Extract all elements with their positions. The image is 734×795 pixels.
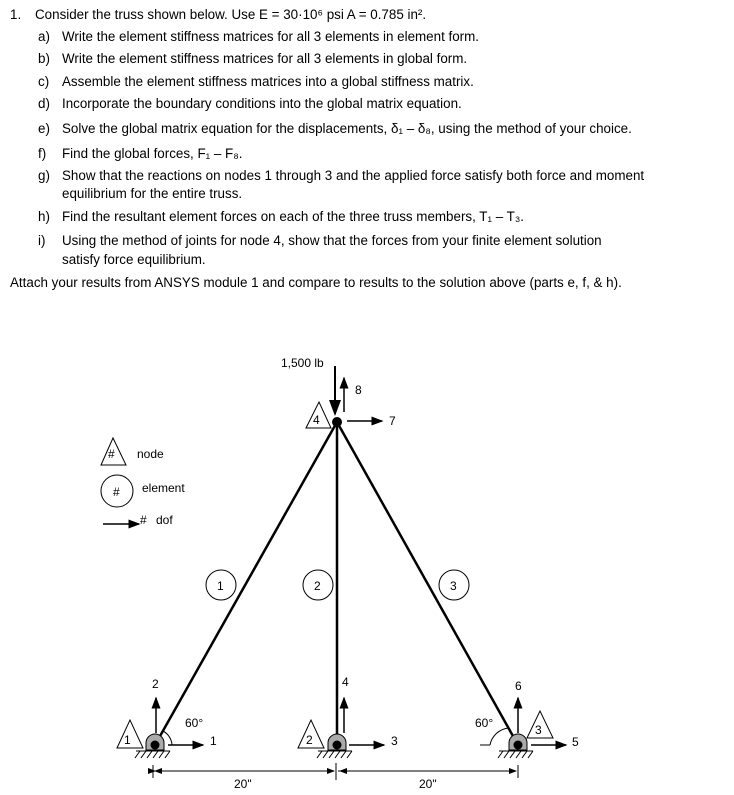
intro-text: Consider the truss shown below. Use E = 30·10⁶ psi A = 0.785 in². bbox=[35, 7, 427, 22]
node-4-label: 4 bbox=[313, 413, 320, 427]
dof-3-label: 3 bbox=[391, 734, 398, 748]
part-text: satisfy force equilibrium. bbox=[62, 252, 206, 267]
element-1-label: 1 bbox=[217, 579, 224, 593]
legend-dof-label: dof bbox=[156, 513, 173, 527]
part-label: a) bbox=[38, 29, 50, 44]
dimension-right-label: 20" bbox=[419, 777, 437, 791]
part-text: Find the resultant element forces on each of the three truss members, T₁ – T₃. bbox=[62, 209, 525, 224]
dof-4-label: 4 bbox=[342, 675, 349, 689]
part-label: h) bbox=[38, 209, 50, 224]
dof-8-label: 8 bbox=[355, 383, 362, 397]
part-text: equilibrium for the entire truss. bbox=[62, 186, 243, 201]
part-label: d) bbox=[38, 96, 50, 111]
legend-element-symbol: # bbox=[113, 485, 120, 499]
part-text: Assemble the element stiffness matrices into a global stiffness matrix. bbox=[62, 74, 474, 89]
dof-1-label: 1 bbox=[210, 734, 217, 748]
part-text: Using the method of joints for node 4, show that the forces from your finite element solution bbox=[62, 233, 602, 248]
attach-note: Attach your results from ANSYS module 1 and compare to results to the solution above (parts e, f, & h). bbox=[10, 275, 622, 290]
dimension-lines bbox=[153, 763, 518, 780]
problem-number: 1. bbox=[10, 7, 22, 22]
node-4-joint bbox=[332, 417, 342, 427]
part-text: Solve the global matrix equation for the displacements, δ₁ – δ₈, using the method of your choice. bbox=[62, 121, 632, 136]
dimension-left-label: 20" bbox=[234, 777, 252, 791]
legend-dof-symbol: # bbox=[140, 513, 147, 527]
legend-node-label: node bbox=[137, 447, 164, 461]
node-1-label: 1 bbox=[124, 733, 131, 747]
part-text: Write the element stiffness matrices for all 3 elements in global form. bbox=[62, 51, 468, 66]
part-text: Write the element stiffness matrices for all 3 elements in element form. bbox=[62, 29, 480, 44]
part-text: Find the global forces, F₁ – F₈. bbox=[62, 146, 243, 161]
dof-7-label: 7 bbox=[389, 414, 396, 428]
part-label: c) bbox=[38, 74, 50, 89]
angle-left-label: 60° bbox=[185, 716, 204, 730]
node-2-label: 2 bbox=[306, 733, 313, 747]
part-label: i) bbox=[38, 233, 46, 248]
legend-node-symbol: # bbox=[108, 447, 115, 461]
part-text: Incorporate the boundary conditions into the global matrix equation. bbox=[62, 96, 462, 111]
element-3-label: 3 bbox=[450, 579, 457, 593]
part-label: b) bbox=[38, 51, 50, 66]
legend-element-label: element bbox=[142, 481, 185, 495]
node-3-label: 3 bbox=[535, 723, 542, 737]
part-label: f) bbox=[38, 146, 47, 161]
part-label: g) bbox=[38, 168, 50, 183]
part-text: Show that the reactions on nodes 1 through 3 and the applied force satisfy both force and moment bbox=[62, 168, 645, 183]
load-label: 1,500 lb bbox=[281, 356, 324, 370]
dof-6-label: 6 bbox=[515, 679, 522, 693]
angle-arc-right bbox=[490, 728, 509, 745]
dof-2-label: 2 bbox=[152, 677, 159, 691]
element-2-label: 2 bbox=[314, 579, 321, 593]
part-label: e) bbox=[38, 121, 50, 136]
member-3 bbox=[337, 422, 518, 745]
dof-5-label: 5 bbox=[572, 735, 579, 749]
angle-right-label: 60° bbox=[475, 716, 494, 730]
